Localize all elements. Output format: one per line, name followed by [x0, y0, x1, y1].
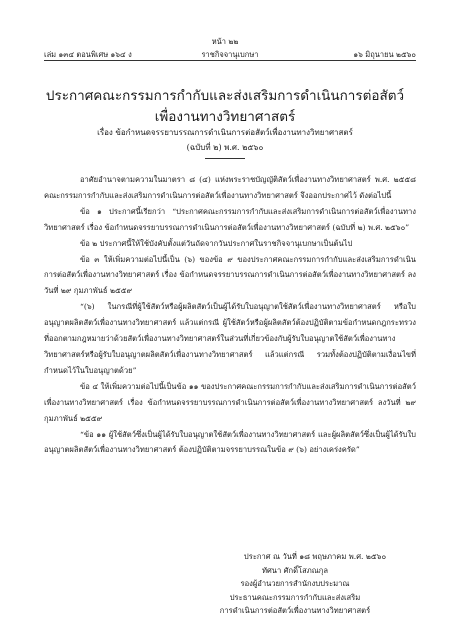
preamble-paragraph: อาศัยอำนาจตามความในมาตรา ๘ (๔) แห่งพระราชบัญญัติสัตว์เพื่องานทางวิทยาศาสตร์ พ.ศ. ๒๕๕๘ คณะกรรมการกำกับและส่งเสริมการดำเนินการต่อสัตว์เพื่องานทางวิทยาศาสตร์ จึงออกประกาศไว้ ดังต่อไปนี้ — [44, 175, 416, 200]
signatory-name: ทัศนา ศักดิ์โสภณกุล — [261, 565, 329, 575]
announcement-edition: (ฉบับที่ ๒) พ.ศ. ๒๕๖๐ — [186, 143, 264, 152]
publication-name: ราชกิจจานุเบกษา — [201, 50, 259, 59]
volume-issue: เล่ม ๑๓๔ ตอนพิเศษ ๑๖๔ ง — [44, 50, 132, 59]
clause-1: ข้อ ๑ ประกาศนี้เรียกว่า “ประกาศคณะกรรมการกำกับและส่งเสริมการดำเนินการต่อสัตว์เพื่องานทางวิทยาศาสตร์ เรื่อง ข้อกำหนดจรรยาบรรณการดำเนินการต่อสัตว์เพื่องานทางวิทยาศาสตร์ (ฉบับที่ ๒) พ.ศ. ๒๕๖๐” — [44, 206, 416, 232]
page-number: หน้า ๒๒ — [211, 37, 239, 46]
signature-block — [150, 550, 440, 618]
clause-4-quote: “ข้อ ๑๑ ผู้ใช้สัตว์ซึ่งเป็นผู้ได้รับใบอนุญาตใช้สัตว์เพื่องานทางวิทยาศาสตร์ และผู้ผลิตสัตว์ซึ่งเป็นผู้ได้รับใบอนุญาตผลิตสัตว์เพื่องานทางวิทยาศาสตร์ ต้องปฏิบัติตามจรรยาบรรณในข้อ ๙ (๖) อย่างเคร่งครัด” — [44, 429, 416, 455]
publication-date: ๑๖ มิถุนายน ๒๕๖๐ — [353, 50, 416, 59]
clause-3-quote: “(๖) ในกรณีที่ผู้ใช้สัตว์หรือผู้ผลิตสัตว์เป็นผู้ได้รับใบอนุญาตใช้สัตว์เพื่องานทางวิทยาศาสตร์ หรือใบอนุญาตผลิตสัตว์เพื่องานทางวิทยาศาสตร์ แล้วแต่กรณี ผู้ใช้สัตว์หรือผู้ผลิตสัตว์ต้องปฏิบัติตามข้อกำหนดกฎกระทรวงที่ออกตามกฎหมายว่าด้วยสัตว์เพื่องานทางวิทยาศาสตร์ในส่วนที่เกี่ยวข้องกับผู้รับใบอนุญาตใช้สัตว์เพื่องานทางวิทยาศาสตร์หรือผู้รับใบอนุญาตผลิตสัตว์เพื่องานทางวิทยาศาสตร์ แล้วแต่กรณี รวมทั้งต้องปฏิบัติตามเงื่อนไขที่กำหนดไว้ในใบอนุญาตด้วย” — [44, 302, 416, 375]
title-separator — [205, 158, 245, 159]
signatory-position-2: ประธานคณะกรรมการกำกับและส่งเสริม — [229, 592, 361, 602]
announcement-title-line1: ประกาศคณะกรรมการกำกับและส่งเสริมการดำเนินการต่อสัตว์ — [45, 88, 405, 104]
signatory-position-1: รองผู้อำนวยการสำนักงบประมาณ — [240, 579, 350, 588]
signatory-position-3: การดำเนินการต่อสัตว์เพื่องานทางวิทยาศาสตร์ — [219, 606, 371, 615]
signature-date: ประกาศ ณ วันที่ ๑๘ พฤษภาคม พ.ศ. ๒๕๖๐ — [243, 552, 387, 561]
announcement-title-line2: เพื่องานทางวิทยาศาสตร์ — [154, 109, 296, 125]
clause-3: ข้อ ๓ ให้เพิ่มความต่อไปนี้เป็น (๖) ของข้อ ๙ ของประกาศคณะกรรมการกำกับและส่งเสริมการดำเนินการต่อสัตว์เพื่องานทางวิทยาศาสตร์ เรื่อง ข้อกำหนดจรรยาบรรณการดำเนินการต่อสัตว์เพื่องานทางวิทยาศาสตร์ ลงวันที่ ๒๙ กุมภาพันธ์ ๒๕๕๙ — [44, 254, 416, 296]
header-rule — [44, 60, 416, 61]
announcement-subject: เรื่อง ข้อกำหนดจรรยาบรรณการดำเนินการต่อสัตว์เพื่องานทางวิทยาศาสตร์ — [97, 128, 353, 137]
clause-4: ข้อ ๔ ให้เพิ่มความต่อไปนี้เป็นข้อ ๑๑ ของประกาศคณะกรรมการกำกับและส่งเสริมการดำเนินการต่อสัตว์เพื่องานทางวิทยาศาสตร์ เรื่อง ข้อกำหนดจรรยาบรรณการดำเนินการต่อสัตว์เพื่องานทางวิทยาศาสตร์ ลงวันที่ ๒๙ กุมภาพันธ์ ๒๕๕๙ — [44, 381, 416, 423]
announcement-body — [44, 172, 416, 458]
clause-2: ข้อ ๒ ประกาศนี้ให้ใช้บังคับตั้งแต่วันถัดจากวันประกาศในราชกิจจานุเบกษาเป็นต้นไป — [80, 238, 353, 248]
